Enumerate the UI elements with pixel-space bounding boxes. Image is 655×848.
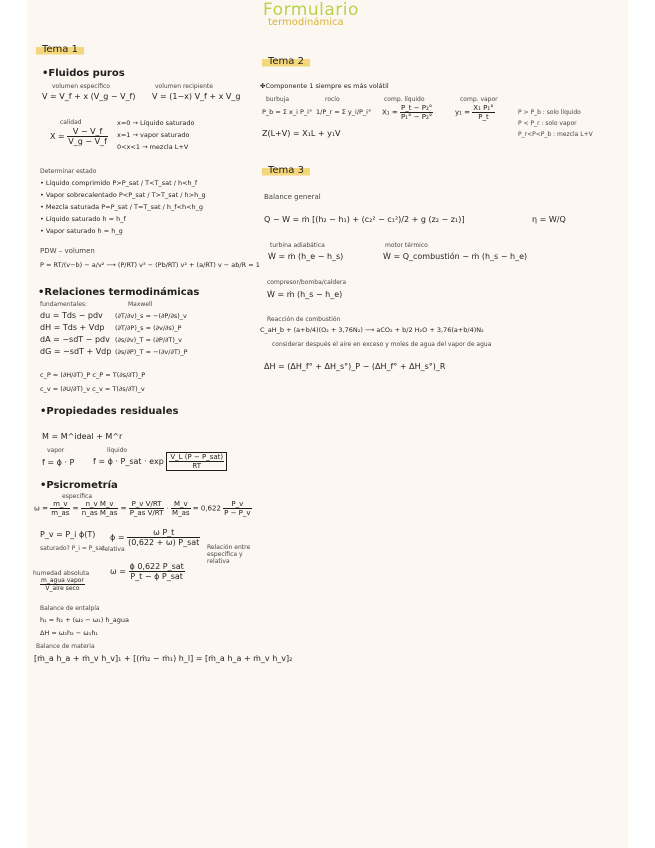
estado-item: • Líquido saturado h = h_f [40,215,126,223]
eta-formula: η = W/Q [532,215,566,224]
motor-label: motor térmico [385,242,428,249]
hum-num: m_agua vapor [41,577,84,584]
pv-formula: P_v = P_i ϕ(T) [40,530,96,539]
maxwell-rel: (∂s/∂v)_T = (∂P/∂T)_v [115,336,182,344]
estado-item: • Líquido comprimido P>P_sat / T<T_sat / h<h_f [40,179,198,187]
materia-label: Balance de materia [36,643,95,650]
turbina-label: turbina adiabática [270,242,325,249]
vapor-label: vapor [47,447,65,454]
vr-label: volumen recipiente [155,83,213,90]
col-rocio: rocío [325,96,340,103]
omega-f5-num: P_v [223,500,251,509]
entalpia-2: ΔH = ω₂h₂ − ω₁h₁ [40,629,99,637]
delta-h-formula: ΔH = (ΔH_f° + ΔH_s°)_P − (ΔH_f° + ΔH_s°)_R [264,362,446,371]
col-comp-liquido: comp. líquido [384,96,425,103]
phi-formula [110,528,200,547]
omega2-num: ϕ 0,622 P_sat [129,562,184,571]
hum-abs-formula [40,577,85,592]
tema2-note: ✤Componente 1 siempre es más volátil [260,82,389,90]
omega-const: = 0,622 [192,504,221,513]
maxwell-rel: (∂s/∂P)_T = −(∂v/∂T)_P [115,348,188,356]
balance-heading: Balance general [264,193,321,201]
cond-item: P_r<P<P_b : mezcla L+V [518,131,593,138]
calidad-num: V − V_f [67,127,108,137]
materia-formula: [ṁ_a h_a + ṁ_v h_v]₁ + [(ṁ₂ − ṁ₁) h_l] = [ṁ_a h_a + ṁ_v h_v]₂ [34,654,293,663]
phi-lhs: ϕ = [110,533,125,542]
liq-lhs: X₁ = [382,108,398,117]
estado-heading: Determinar estado [40,168,97,175]
vap-formula [455,104,495,121]
exp-num: V_L (P − P_sat) [170,453,224,461]
omega-lhs: ω = [34,504,48,513]
col-comp-vapor: comp. vapor [460,96,498,103]
cp-formula: c_P = (∂H/∂T)_P c_P = T(∂s/∂T)_P [40,371,146,379]
saturado-note: saturado? P_i = P_sat [40,545,105,552]
m-formula: M = M^ideal + M^r [42,432,123,441]
state-item: 0<x<1 → mezcla L+V [117,143,189,151]
hum-abs-label: humedad absoluta [33,570,90,577]
relacion-label: Relación entre específica y relativa [207,544,251,565]
entalpia-label: Balance de entalpía [40,605,100,612]
omega-f4-num: M_v [171,500,190,509]
omega2-lhs: ω = [110,567,126,576]
liq-num: P_t − P₂° [400,104,433,112]
fund-label: fundamentales: [40,301,88,308]
cond-item: P > P_b : solo líquido [518,109,581,116]
zlv-formula: Z(L+V) = X₁L + y₁V [262,129,341,138]
reaccion-label: Reacción de combustión [267,316,341,323]
maxwell-rel: (∂T/∂v)_s = −(∂P/∂s)_v [115,312,187,320]
fund-rel: dH = Tds + Vdp [40,323,105,332]
omega-f1-den: m_as [51,509,70,517]
state-item: x=0 → Líquido saturado [117,119,195,127]
ve-formula: V = V_f + x (V_g − V_f) [42,92,136,101]
col-burbuja: burbuja [266,96,290,103]
relativa-label: relativa [102,546,125,553]
ve-label: volumen específico [52,83,110,90]
exp-den: RT [192,462,202,470]
reaccion-formula: C_aH_b + (a+b/4)(O₂ + 3,76N₂) ⟶ aCO₂ + b/2 H₂O + 3,76(a+b/4)N₂ [260,326,484,334]
calidad-label: calidad [60,119,82,126]
calidad-den: V_g − V_f [68,137,107,146]
fund-rel: dG = −sdT + Vdp [40,347,112,356]
pvt-formula: P = RT/(v−b) − a/v² ⟶ (P/RT) v³ − (Pb/RT) v² + (a/RT) v − ab/R = 1 [40,261,260,269]
fluidos-heading: •Fluidos puros [42,68,125,79]
motor-formula: Ẇ = Q_combustión − ṁ (h_s − h_e) [383,252,528,261]
estado-item: • Vapor sobrecalentado P<P_sat / T>T_sat / h>h_g [40,191,206,199]
calidad-formula [50,127,108,146]
formula-sheet [27,0,628,848]
entalpia-1: h₁ = h₂ + (ω₂ − ω₁) h_agua [40,616,130,624]
maxwell-rel: (∂T/∂P)_s = (∂v/∂s)_P [115,324,182,332]
estado-item: • Mezcla saturada P=P_sat / T=T_sat / h_f<h<h_g [40,203,204,211]
tema3-label: Tema 3 [262,164,310,177]
compresor-formula: Ẇ = ṁ (h_s − h_e) [267,290,343,299]
psicrometria-heading: •Psicrometría [40,480,118,491]
vap-lhs: y₁ = [455,108,471,117]
burbuja-formula: P_b = Σ x_i P_i° [262,108,313,116]
considerar-note: considerar después el aire en exceso y moles de agua del vapor de agua [272,341,492,348]
cond-item: P < P_r : solo vapor [518,120,577,127]
omega-f2-den: n_as M_as [81,509,118,517]
page-title: Formulario [263,0,359,20]
omega-f4-den: M_as [172,509,190,517]
tema2-label: Tema 2 [262,55,310,68]
balance-formula: Q − W = ṁ [(h₂ − h₁) + (c₂² − c₁²)/2 + g (z₂ − z₁)] [264,215,465,224]
phi-den: (0,622 + ω) P_sat [128,538,200,547]
liquido-label: líquido [107,447,128,454]
liq-formula [382,104,433,121]
omega-f2-num: n_v M_v [81,500,119,509]
f-liquido [93,452,227,471]
cv-formula: c_v = (∂U/∂T)_v c_v = T(∂s/∂T)_v [40,385,145,393]
relaciones-heading: •Relaciones termodinámicas [38,287,200,298]
estado-item: • Vapor saturado h = h_g [40,227,123,235]
f-liquido-text: f = ϕ · P_sat · exp [93,457,164,466]
vap-num: X₁ P₁° [473,104,494,112]
omega-f3-den: P_as V/RT [129,509,164,517]
calidad-x: X = [50,132,65,141]
omega-f3-num: P_v V/RT [129,500,165,509]
f-vapor: f = ϕ · P [42,458,75,467]
vap-den: P_t [478,113,489,121]
compresor-label: compresor/bomba/caldera [267,279,347,286]
pvt-heading: PDW – volumen [40,247,95,255]
omega2-formula [110,562,185,581]
page-subtitle: termodinámica [268,17,344,28]
phi-num: ω P_t [127,528,200,538]
omega-formula: ω = $\frac{m\_v}{m\_as}$ = $\frac{\text{n\_v M\_v}}{\text{n\_as M\_as}}$ = $\frac{\text{P\_v V/RT}}{\text{P\_as V/RT}}$ · $\frac{M\_v}{M\_as}$ = 0,622 $\frac{P\_v}{P - P\_v}$ [34,500,251,517]
omega-f5-den: P − P_v [224,509,251,517]
state-item: x=1 → vapor saturado [117,131,190,139]
residuales-heading: •Propiedades residuales [40,406,179,417]
fund-rel: dA = −sdT − pdv [40,335,110,344]
tema1-label: Tema 1 [36,43,84,56]
omega-f1-num: m_v [50,500,70,509]
fund-rel: du = Tds − pdv [40,311,103,320]
turbina-formula: Ẇ = ṁ (h_e − h_s) [268,252,344,261]
omega2-den: P_t − ϕ P_sat [130,572,183,581]
maxwell-label: Maxwell [128,301,153,308]
esp-label: específica [62,493,93,500]
rocio-formula: 1/P_r = Σ y_i/P_i° [316,108,372,116]
liq-den: P₁° − P₂° [400,113,433,121]
vr-formula: V = (1−x) V_f + x V_g [152,92,241,101]
hum-den: V_aire seco [45,585,80,592]
